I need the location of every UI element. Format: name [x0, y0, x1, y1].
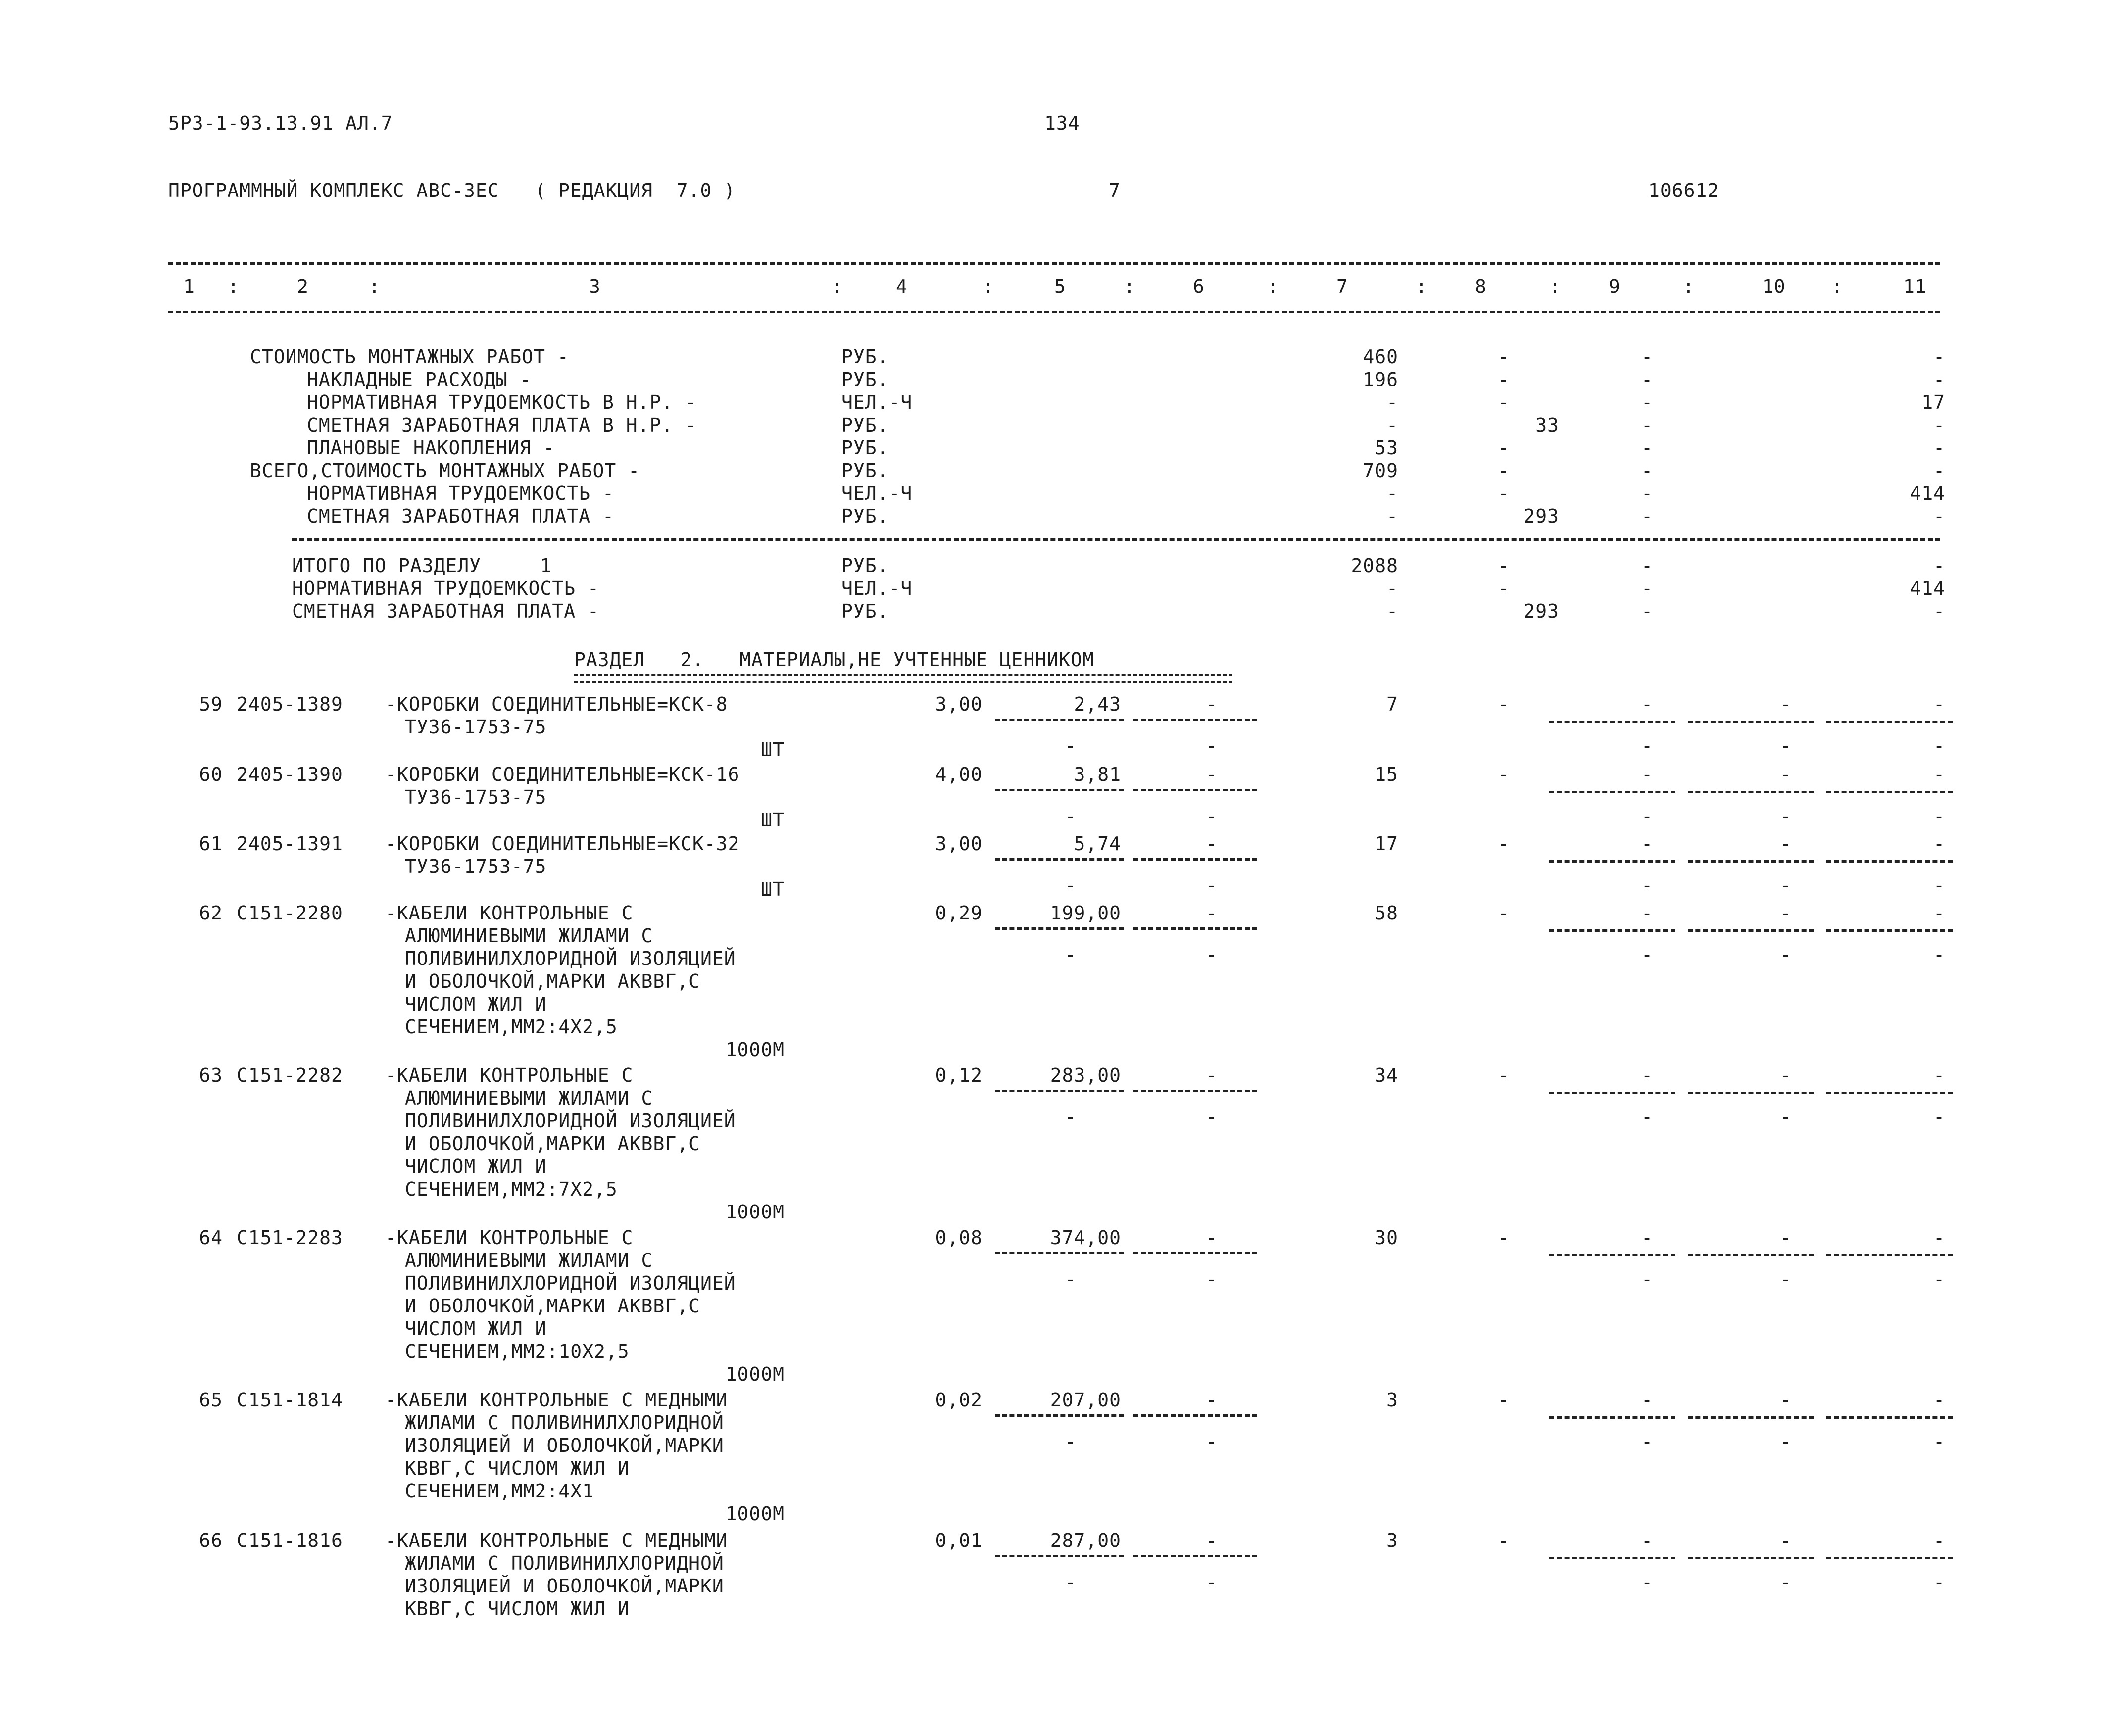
item-description: ТУ36-1753-75 [405, 856, 547, 877]
item-sub-col9: - [1641, 1571, 1653, 1593]
summary-col8: 33 [1535, 414, 1559, 436]
summary-col8: - [1498, 391, 1510, 413]
item-sub-col9: - [1641, 874, 1653, 896]
summary-col9: - [1641, 437, 1653, 459]
total-label: СМЕТНАЯ ЗАРАБОТНАЯ ПЛАТА - [292, 600, 599, 622]
total-col9: - [1641, 555, 1653, 577]
item-description: -КОРОБКИ СОЕДИНИТЕЛЬНЫЕ=КСК-32 [385, 833, 740, 855]
item-quantity: 0,29 [935, 902, 983, 924]
item-description: СЕЧЕНИЕМ,ММ2:7Х2,5 [405, 1178, 618, 1200]
total-col9: - [1641, 600, 1653, 622]
divider [1688, 929, 1814, 932]
summary-col11: - [1933, 437, 1945, 459]
summary-label: СМЕТНАЯ ЗАРАБОТНАЯ ПЛАТА - [307, 505, 614, 527]
item-unit: ШТ [761, 739, 785, 761]
item-col8: - [1498, 833, 1510, 855]
divider [1688, 791, 1814, 793]
total-col8: - [1498, 555, 1510, 577]
item-col8: - [1498, 1227, 1510, 1249]
summary-col8: - [1498, 482, 1510, 504]
divider [1826, 791, 1953, 793]
item-description: АЛЮМИНИЕВЫМИ ЖИЛАМИ С [405, 925, 653, 947]
item-sub-col9: - [1641, 1431, 1653, 1452]
item-col7: 7 [1386, 693, 1398, 715]
item-description: -КАБЕЛИ КОНТРОЛЬНЫЕ С МЕДНЫМИ [385, 1530, 728, 1551]
divider [1549, 1254, 1675, 1256]
item-number: 60 [199, 764, 223, 785]
item-col10: - [1780, 693, 1792, 715]
item-col7: 58 [1375, 902, 1398, 924]
divider [995, 858, 1124, 861]
column-separator: : [983, 276, 994, 297]
summary-label: ПЛАНОВЫЕ НАКОПЛЕНИЯ - [307, 437, 555, 459]
item-col10: - [1780, 1530, 1792, 1551]
item-description: -КАБЕЛИ КОНТРОЛЬНЫЕ С [385, 1227, 634, 1249]
item-number: 61 [199, 833, 223, 855]
item-sub-col6: - [1206, 1268, 1218, 1290]
summary-col7: 709 [1363, 460, 1398, 482]
divider [1133, 719, 1257, 721]
summary-col7: - [1386, 505, 1398, 527]
item-sub-col10: - [1780, 805, 1792, 827]
column-number: 6 [1193, 276, 1205, 297]
item-sub-col6: - [1206, 1106, 1218, 1128]
item-number: 63 [199, 1064, 223, 1086]
program-name: ПРОГРАММНЫЙ КОМПЛЕКС АВС-ЗЕС ( РЕДАКЦИЯ 7.0 ) [168, 180, 736, 201]
item-col7: 30 [1375, 1227, 1398, 1249]
item-sub-col5: - [1065, 805, 1077, 827]
item-col9: - [1641, 1064, 1653, 1086]
item-col8: - [1498, 1389, 1510, 1411]
column-separator: : [832, 276, 843, 297]
item-sub-col11: - [1933, 874, 1945, 896]
column-number: 1 [183, 276, 195, 297]
item-sub-col6: - [1206, 874, 1218, 896]
item-sub-col5: - [1065, 735, 1077, 757]
item-col9: - [1641, 1530, 1653, 1551]
item-col6: - [1206, 833, 1218, 855]
total-col9: - [1641, 578, 1653, 599]
item-quantity: 3,00 [935, 833, 983, 855]
item-col9: - [1641, 764, 1653, 785]
item-description: И ОБОЛОЧКОЙ,МАРКИ АКВВГ,С [405, 1295, 700, 1317]
item-sub-col11: - [1933, 1106, 1945, 1128]
item-quantity: 0,02 [935, 1389, 983, 1411]
item-price: 199,00 [1050, 902, 1121, 924]
item-number: 64 [199, 1227, 223, 1249]
summary-col11: - [1933, 369, 1945, 390]
summary-label: ВСЕГО,СТОИМОСТЬ МОНТАЖНЫХ РАБОТ - [250, 460, 640, 482]
item-code: С151-2282 [237, 1064, 343, 1086]
divider [995, 1090, 1124, 1092]
item-description: -КАБЕЛИ КОНТРОЛЬНЫЕ С [385, 1064, 634, 1086]
item-col7: 3 [1386, 1530, 1398, 1551]
divider [1688, 1416, 1814, 1419]
divider [1826, 1416, 1953, 1419]
divider [1549, 791, 1675, 793]
item-sub-col5: - [1065, 1106, 1077, 1128]
item-description: ЧИСЛОМ ЖИЛ И [405, 1318, 547, 1340]
column-number: 4 [896, 276, 908, 297]
summary-unit: РУБ. [841, 369, 889, 390]
item-col11: - [1933, 1530, 1945, 1551]
item-col10: - [1780, 833, 1792, 855]
column-separator: : [228, 276, 240, 297]
summary-label: НОРМАТИВНАЯ ТРУДОЕМКОСТЬ - [307, 482, 614, 504]
divider [995, 1252, 1124, 1254]
summary-col7: - [1386, 482, 1398, 504]
item-sub-col10: - [1780, 1268, 1792, 1290]
total-col11: 414 [1910, 578, 1945, 599]
summary-col11: - [1933, 414, 1945, 436]
divider [1549, 860, 1675, 863]
summary-col11: - [1933, 346, 1945, 368]
item-unit: 1000М [725, 1039, 785, 1061]
item-col11: - [1933, 764, 1945, 785]
item-col8: - [1498, 902, 1510, 924]
item-description: И ОБОЛОЧКОЙ,МАРКИ АКВВГ,С [405, 970, 700, 992]
total-col7: - [1386, 578, 1398, 599]
total-unit: РУБ. [841, 600, 889, 622]
summary-col11: 414 [1910, 482, 1945, 504]
item-description: СЕЧЕНИЕМ,ММ2:4Х2,5 [405, 1016, 618, 1038]
item-col8: - [1498, 693, 1510, 715]
item-col8: - [1498, 1530, 1510, 1551]
summary-col7: 53 [1375, 437, 1398, 459]
summary-col9: - [1641, 346, 1653, 368]
summary-col9: - [1641, 505, 1653, 527]
item-col9: - [1641, 1389, 1653, 1411]
summary-label: СМЕТНАЯ ЗАРАБОТНАЯ ПЛАТА В Н.Р. - [307, 414, 697, 436]
item-price: 207,00 [1050, 1389, 1121, 1411]
divider [995, 789, 1124, 791]
total-unit: РУБ. [841, 555, 889, 577]
item-quantity: 0,08 [935, 1227, 983, 1249]
item-col10: - [1780, 1064, 1792, 1086]
column-separator: : [1831, 276, 1843, 297]
summary-col11: - [1933, 505, 1945, 527]
item-unit: 1000М [725, 1503, 785, 1525]
item-unit: ШТ [761, 878, 785, 900]
summary-col9: - [1641, 391, 1653, 413]
summary-col8: 293 [1524, 505, 1559, 527]
item-sub-col10: - [1780, 735, 1792, 757]
item-col7: 17 [1375, 833, 1398, 855]
item-quantity: 0,01 [935, 1530, 983, 1551]
page-number: 134 [1044, 112, 1080, 134]
document-code: 106612 [1648, 180, 1720, 201]
total-label: НОРМАТИВНАЯ ТРУДОЕМКОСТЬ - [292, 578, 599, 599]
item-sub-col6: - [1206, 805, 1218, 827]
summary-label: НОРМАТИВНАЯ ТРУДОЕМКОСТЬ В Н.Р. - [307, 391, 697, 413]
divider [1826, 929, 1953, 932]
section-title: РАЗДЕЛ 2. МАТЕРИАЛЫ,НЕ УЧТЕННЫЕ ЦЕННИКОМ [574, 649, 1094, 671]
item-col6: - [1206, 1530, 1218, 1551]
sheet-number: 7 [1109, 180, 1121, 201]
total-col7: - [1386, 600, 1398, 622]
summary-label: СТОИМОСТЬ МОНТАЖНЫХ РАБОТ - [250, 346, 569, 368]
summary-unit: РУБ. [841, 505, 889, 527]
item-col8: - [1498, 1064, 1510, 1086]
item-description: ЖИЛАМИ С ПОЛИВИНИЛХЛОРИДНОЙ [405, 1552, 724, 1574]
divider [292, 538, 1940, 541]
divider [1688, 1254, 1814, 1256]
column-number: 11 [1903, 276, 1927, 297]
item-code: 2405-1389 [237, 693, 343, 715]
divider [1549, 929, 1675, 932]
item-description: И ОБОЛОЧКОЙ,МАРКИ АКВВГ,С [405, 1133, 700, 1155]
item-col11: - [1933, 1389, 1945, 1411]
item-code: С151-1816 [237, 1530, 343, 1551]
summary-col7: - [1386, 391, 1398, 413]
item-sub-col11: - [1933, 1268, 1945, 1290]
divider [995, 1555, 1124, 1557]
item-sub-col10: - [1780, 1571, 1792, 1593]
item-description: ПОЛИВИНИЛХЛОРИДНОЙ ИЗОЛЯЦИЕЙ [405, 1272, 736, 1294]
item-code: С151-1814 [237, 1389, 343, 1411]
item-col11: - [1933, 693, 1945, 715]
item-quantity: 3,00 [935, 693, 983, 715]
divider [1826, 860, 1953, 863]
column-number: 7 [1336, 276, 1348, 297]
item-col6: - [1206, 902, 1218, 924]
item-description: ЖИЛАМИ С ПОЛИВИНИЛХЛОРИДНОЙ [405, 1412, 724, 1434]
summary-col8: - [1498, 437, 1510, 459]
item-sub-col10: - [1780, 1106, 1792, 1128]
item-number: 66 [199, 1530, 223, 1551]
item-description: АЛЮМИНИЕВЫМИ ЖИЛАМИ С [405, 1087, 653, 1109]
item-col11: - [1933, 1064, 1945, 1086]
item-code: 2405-1390 [237, 764, 343, 785]
total-unit: ЧЕЛ.-Ч [841, 578, 913, 599]
item-sub-col5: - [1065, 944, 1077, 965]
item-sub-col9: - [1641, 944, 1653, 965]
divider [1133, 927, 1257, 930]
item-sub-col6: - [1206, 1571, 1218, 1593]
item-sub-col10: - [1780, 1431, 1792, 1452]
summary-col9: - [1641, 414, 1653, 436]
divider [995, 719, 1124, 721]
divider [1549, 1416, 1675, 1419]
item-col10: - [1780, 1389, 1792, 1411]
column-number: 9 [1609, 276, 1621, 297]
column-separator: : [1416, 276, 1427, 297]
item-col9: - [1641, 833, 1653, 855]
item-col11: - [1933, 1227, 1945, 1249]
item-price: 3,81 [1074, 764, 1121, 785]
summary-col8: - [1498, 346, 1510, 368]
divider [1826, 1254, 1953, 1256]
item-price: 2,43 [1074, 693, 1121, 715]
divider [1826, 1557, 1953, 1559]
item-sub-col11: - [1933, 1571, 1945, 1593]
divider [168, 262, 1940, 265]
item-sub-col9: - [1641, 735, 1653, 757]
summary-col11: 17 [1921, 391, 1945, 413]
item-sub-col10: - [1780, 944, 1792, 965]
item-sub-col9: - [1641, 1106, 1653, 1128]
divider [168, 311, 1940, 313]
item-col10: - [1780, 902, 1792, 924]
item-description: СЕЧЕНИЕМ,ММ2:4Х1 [405, 1480, 594, 1502]
summary-col9: - [1641, 460, 1653, 482]
item-description: КВВГ,С ЧИСЛОМ ЖИЛ И [405, 1457, 630, 1479]
item-description: ТУ36-1753-75 [405, 716, 547, 738]
total-col8: 293 [1524, 600, 1559, 622]
divider [1549, 1092, 1675, 1094]
column-number: 5 [1054, 276, 1066, 297]
item-description: ТУ36-1753-75 [405, 786, 547, 808]
item-description: -КАБЕЛИ КОНТРОЛЬНЫЕ С [385, 902, 634, 924]
summary-col9: - [1641, 369, 1653, 390]
item-col10: - [1780, 1227, 1792, 1249]
total-col8: - [1498, 578, 1510, 599]
summary-col8: - [1498, 369, 1510, 390]
divider [1826, 721, 1953, 723]
item-col6: - [1206, 1064, 1218, 1086]
item-description: СЕЧЕНИЕМ,ММ2:10Х2,5 [405, 1341, 630, 1362]
item-price: 5,74 [1074, 833, 1121, 855]
column-separator: : [1549, 276, 1561, 297]
divider [1549, 1557, 1675, 1559]
summary-unit: РУБ. [841, 437, 889, 459]
item-col8: - [1498, 764, 1510, 785]
item-unit: 1000М [725, 1363, 785, 1385]
summary-col9: - [1641, 482, 1653, 504]
item-description: -КАБЕЛИ КОНТРОЛЬНЫЕ С МЕДНЫМИ [385, 1389, 728, 1411]
divider [1688, 1557, 1814, 1559]
divider [1133, 1414, 1257, 1417]
item-sub-col5: - [1065, 1268, 1077, 1290]
total-col11: - [1933, 600, 1945, 622]
summary-unit: ЧЕЛ.-Ч [841, 482, 913, 504]
divider [1133, 789, 1257, 791]
item-col6: - [1206, 693, 1218, 715]
item-col9: - [1641, 693, 1653, 715]
summary-label: НАКЛАДНЫЕ РАСХОДЫ - [307, 369, 532, 390]
divider [1688, 721, 1814, 723]
item-quantity: 0,12 [935, 1064, 983, 1086]
item-description: ЧИСЛОМ ЖИЛ И [405, 1156, 547, 1177]
item-code: С151-2280 [237, 902, 343, 924]
summary-unit: РУБ. [841, 346, 889, 368]
item-sub-col6: - [1206, 1431, 1218, 1452]
item-col10: - [1780, 764, 1792, 785]
item-sub-col10: - [1780, 874, 1792, 896]
item-sub-col11: - [1933, 1431, 1945, 1452]
item-sub-col11: - [1933, 805, 1945, 827]
item-number: 59 [199, 693, 223, 715]
divider [1549, 721, 1675, 723]
summary-col7: - [1386, 414, 1398, 436]
item-description: ЧИСЛОМ ЖИЛ И [405, 993, 547, 1015]
item-description: -КОРОБКИ СОЕДИНИТЕЛЬНЫЕ=КСК-8 [385, 693, 728, 715]
item-code: С151-2283 [237, 1227, 343, 1249]
item-col7: 34 [1375, 1064, 1398, 1086]
item-sub-col11: - [1933, 735, 1945, 757]
item-col9: - [1641, 1227, 1653, 1249]
column-number: 8 [1475, 276, 1487, 297]
summary-unit: ЧЕЛ.-Ч [841, 391, 913, 413]
divider [1133, 1555, 1257, 1557]
divider [995, 1414, 1124, 1417]
total-col7: 2088 [1351, 555, 1398, 577]
item-description: ПОЛИВИНИЛХЛОРИДНОЙ ИЗОЛЯЦИЕЙ [405, 1110, 736, 1132]
summary-col11: - [1933, 460, 1945, 482]
divider [995, 927, 1124, 930]
total-label: ИТОГО ПО РАЗДЕЛУ 1 [292, 555, 552, 577]
item-sub-col5: - [1065, 1431, 1077, 1452]
column-separator: : [1267, 276, 1279, 297]
column-number: 10 [1762, 276, 1786, 297]
column-separator: : [1124, 276, 1135, 297]
item-number: 65 [199, 1389, 223, 1411]
column-separator: : [369, 276, 381, 297]
item-sub-col5: - [1065, 874, 1077, 896]
item-description: КВВГ,С ЧИСЛОМ ЖИЛ И [405, 1598, 630, 1620]
item-quantity: 4,00 [935, 764, 983, 785]
item-col9: - [1641, 902, 1653, 924]
item-col6: - [1206, 1227, 1218, 1249]
column-separator: : [1683, 276, 1695, 297]
column-number: 2 [297, 276, 309, 297]
item-sub-col6: - [1206, 735, 1218, 757]
item-sub-col11: - [1933, 944, 1945, 965]
item-col7: 15 [1375, 764, 1398, 785]
divider [1688, 1092, 1814, 1094]
summary-col7: 196 [1363, 369, 1398, 390]
divider [1133, 858, 1257, 861]
divider [1826, 1092, 1953, 1094]
summary-unit: РУБ. [841, 460, 889, 482]
item-sub-col6: - [1206, 944, 1218, 965]
item-description: ИЗОЛЯЦИЕЙ И ОБОЛОЧКОЙ,МАРКИ [405, 1435, 724, 1456]
item-description: -КОРОБКИ СОЕДИНИТЕЛЬНЫЕ=КСК-16 [385, 764, 740, 785]
item-col11: - [1933, 833, 1945, 855]
divider [1688, 860, 1814, 863]
summary-unit: РУБ. [841, 414, 889, 436]
summary-col8: - [1498, 460, 1510, 482]
section-title-underline [574, 674, 1232, 683]
divider [1133, 1090, 1257, 1092]
item-col7: 3 [1386, 1389, 1398, 1411]
summary-col7: 460 [1363, 346, 1398, 368]
doc-code: 5Р3-1-93.13.91 АЛ.7 [168, 112, 393, 134]
item-price: 374,00 [1050, 1227, 1121, 1249]
item-price: 283,00 [1050, 1064, 1121, 1086]
item-code: 2405-1391 [237, 833, 343, 855]
total-col11: - [1933, 555, 1945, 577]
item-description: АЛЮМИНИЕВЫМИ ЖИЛАМИ С [405, 1250, 653, 1271]
item-sub-col5: - [1065, 1571, 1077, 1593]
item-col6: - [1206, 1389, 1218, 1411]
item-col11: - [1933, 902, 1945, 924]
column-number: 3 [589, 276, 601, 297]
item-description: ИЗОЛЯЦИЕЙ И ОБОЛОЧКОЙ,МАРКИ [405, 1575, 724, 1597]
item-unit: 1000М [725, 1201, 785, 1223]
divider [1133, 1252, 1257, 1254]
item-col6: - [1206, 764, 1218, 785]
item-number: 62 [199, 902, 223, 924]
item-description: ПОЛИВИНИЛХЛОРИДНОЙ ИЗОЛЯЦИЕЙ [405, 948, 736, 969]
item-sub-col9: - [1641, 1268, 1653, 1290]
item-price: 287,00 [1050, 1530, 1121, 1551]
item-unit: ШТ [761, 809, 785, 831]
item-sub-col9: - [1641, 805, 1653, 827]
